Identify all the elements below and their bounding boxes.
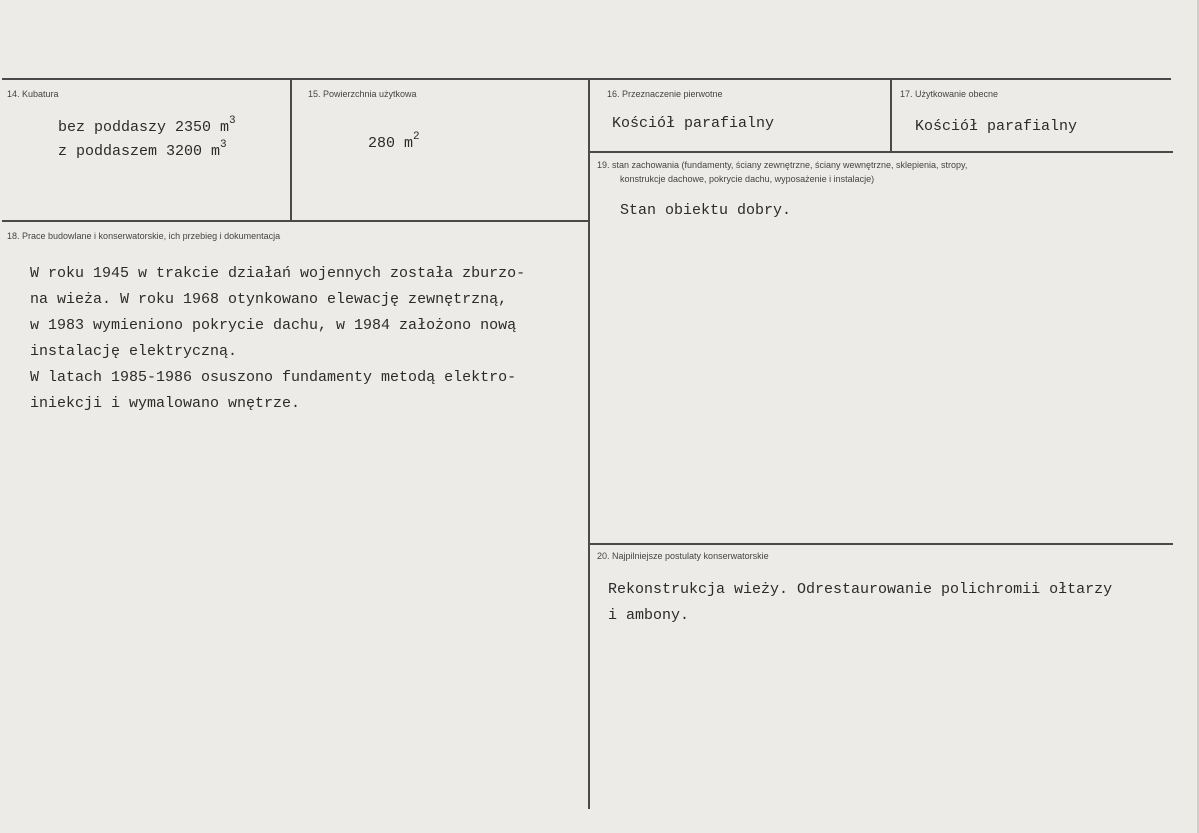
field-14-label: 14. Kubatura bbox=[7, 89, 59, 99]
field-14-line-1-text: bez poddaszy 2350 m bbox=[58, 119, 230, 136]
rule-below-16-17 bbox=[589, 151, 1173, 153]
field-19-label-line-1: 19. stan zachowania (fundamenty, ściany zewnętrzne, ściany wewnętrzne, sklepienia, stropy, bbox=[597, 160, 968, 170]
field-19-label-line-2: konstrukcje dachowe, pokrycie dachu, wyposażenie i instalacje) bbox=[620, 174, 875, 184]
field-19-value: Stan obiektu dobry. bbox=[620, 202, 792, 219]
top-rule bbox=[2, 78, 1171, 80]
field-14-line-2-sup: 3 bbox=[220, 139, 227, 151]
field-18-line: w 1983 wymieniono pokrycie dachu, w 1984 założono nową bbox=[30, 317, 517, 334]
field-20-label: 20. Najpilniejsze postulaty konserwatorskie bbox=[597, 551, 769, 561]
field-20-line: i ambony. bbox=[608, 607, 690, 624]
field-18-label: 18. Prace budowlane i konserwatorskie, ich przebieg i dokumentacja bbox=[7, 231, 281, 241]
divider-main-vertical bbox=[588, 79, 590, 809]
field-15-value bbox=[368, 131, 420, 158]
field-18-line: na wieża. W roku 1968 otynkowano elewację zewnętrzną, bbox=[30, 291, 508, 308]
field-18-line: instalację elektryczną. bbox=[30, 343, 238, 360]
rule-below-14-15 bbox=[2, 220, 589, 222]
field-14-line-1-sup: 3 bbox=[229, 115, 236, 127]
divider-14-15 bbox=[290, 79, 292, 221]
field-15-label: 15. Powierzchnia użytkowa bbox=[308, 89, 417, 99]
divider-16-17 bbox=[890, 79, 892, 152]
field-15-value-sup: 2 bbox=[413, 131, 420, 143]
field-16-value: Kościół parafialny bbox=[612, 115, 775, 132]
field-17-label: 17. Użytkowanie obecne bbox=[900, 89, 999, 99]
field-14-line-1 bbox=[58, 115, 236, 142]
field-18-line: W latach 1985-1986 osuszono fundamenty metodą elektro- bbox=[30, 369, 517, 386]
field-14-line-2 bbox=[58, 139, 227, 166]
field-20-text bbox=[608, 577, 1112, 629]
field-18-line: iniekcji i wymalowano wnętrze. bbox=[30, 395, 301, 412]
field-17-value: Kościół parafialny bbox=[915, 118, 1078, 135]
rule-above-20 bbox=[589, 543, 1173, 545]
field-18-line: W roku 1945 w trakcie działań wojennych została zburzo- bbox=[30, 265, 526, 282]
field-20-line: Rekonstrukcja wieży. Odrestaurowanie polichromii ołtarzy bbox=[608, 581, 1113, 598]
field-15-value-text: 280 m bbox=[368, 135, 414, 152]
field-14-line-2-text: z poddaszem 3200 m bbox=[58, 143, 221, 160]
field-18-text bbox=[30, 261, 525, 417]
field-16-label: 16. Przeznaczenie pierwotne bbox=[607, 89, 723, 99]
